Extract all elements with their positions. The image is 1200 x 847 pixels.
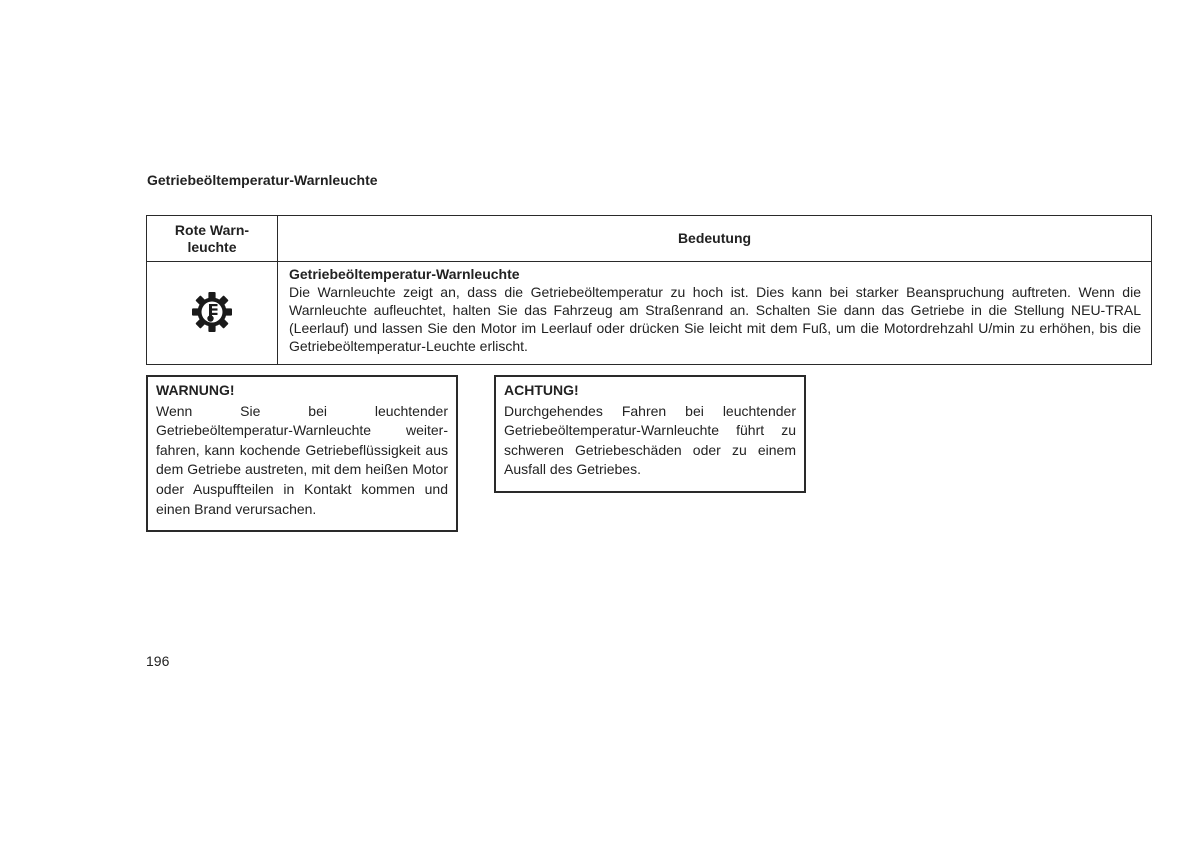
lamp-column-header-line1: Rote Warn- (174, 221, 250, 238)
page-number: 196 (146, 653, 170, 669)
description-title: Getriebeöltemperatur-Warnleuchte (289, 266, 520, 282)
description-text: Die Warnleuchte zeigt an, dass die Getriebeöltemperatur zu hoch ist. Dies kann bei starker Beanspruchung auftreten. Wenn die Warnleuchte aufleuchtet, halten Sie das Fahrzeug am Straßenrand an. Schalten Sie dann das Getriebe in die Stellung NEU-TRAL (Leerlauf) und lassen Sie den Motor im Leerlauf oder drücken Sie leicht mit dem Fuß, um die Motordrehzahl U/min zu erhöhen, bis die Getriebeöltemperatur-Leuchte erlischt. (289, 284, 1141, 354)
description-cell (278, 262, 1152, 365)
caution-text: Durchgehendes Fahren bei leuchtender Getriebeöltemperatur-Warnleuchte führt zu schweren Getriebeschäden oder zu einem Ausfall des Getriebes. (504, 402, 796, 478)
warning-lamp-table (146, 215, 1152, 365)
transmission-temperature-gear-icon (189, 322, 235, 338)
caution-box (494, 375, 806, 493)
caution-title: ACHTUNG! (504, 382, 579, 398)
meaning-column-header: Bedeutung (278, 216, 1152, 262)
lamp-column-header (147, 216, 278, 262)
warning-text: Wenn Sie bei leuchtender Getriebeöltemperatur-Warnleuchte weiter-fahren, kann kochende Getriebeflüssigkeit aus dem Getriebe austreten, mit dem heißen Motor oder Auspuffteilen in Kontakt kommen und einen Brand verursachen. (156, 402, 448, 517)
lamp-column-header-line2: leuchte (187, 238, 237, 255)
warning-title: WARNUNG! (156, 382, 235, 398)
table-row (147, 262, 1152, 365)
section-title: Getriebeöltemperatur-Warnleuchte (147, 172, 378, 188)
warning-box (146, 375, 458, 532)
icon-cell (147, 262, 278, 365)
table-header-row (147, 216, 1152, 262)
